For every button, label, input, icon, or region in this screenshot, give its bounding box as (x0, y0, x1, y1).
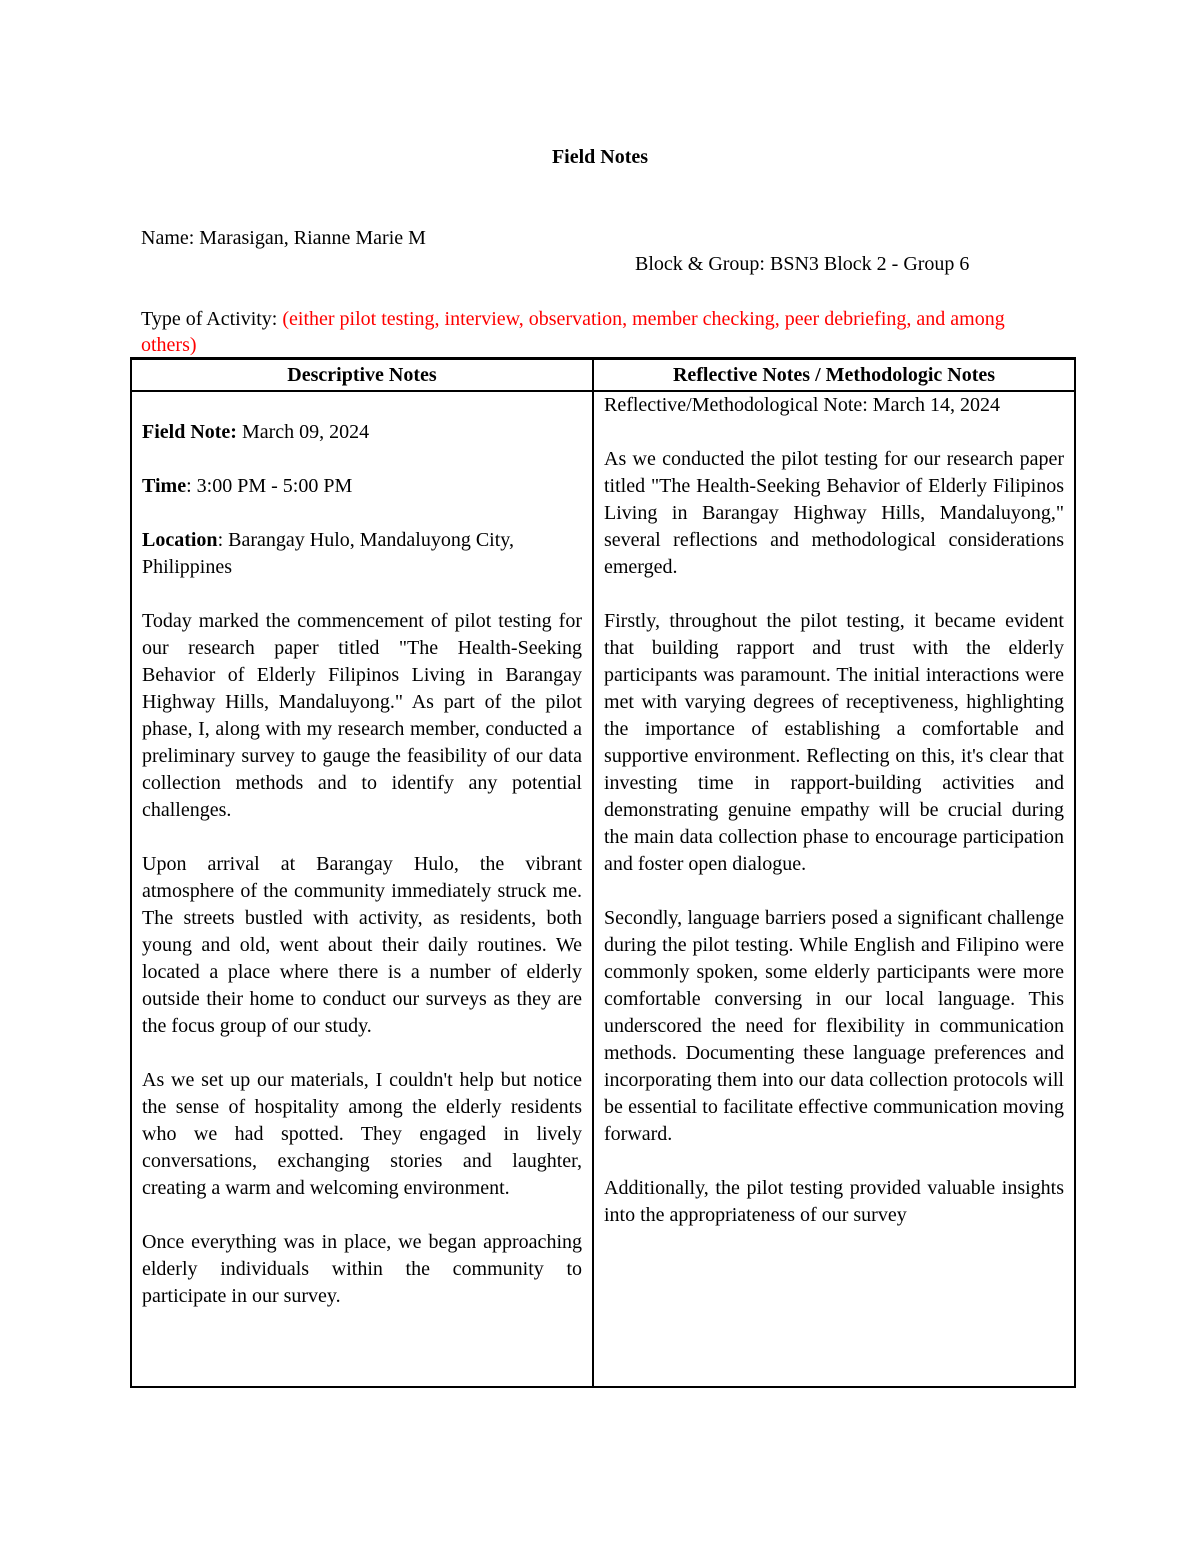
location-value: : Barangay Hulo, Mandaluyong City, Philippines (142, 529, 514, 578)
block-group: Block & Group: BSN3 Block 2 - Group 6 (635, 253, 970, 275)
reflective-paragraph: As we conducted the pilot testing for our research paper titled "The Health-Seeking Behavior of Elderly Filipinos Living in Barangay Highway Hills, Mandaluyong," several reflections and methodological considerations emerged. (604, 448, 1064, 578)
descriptive-notes-header: Descriptive Notes (131, 359, 593, 392)
reflective-paragraph: Firstly, throughout the pilot testing, it became evident that building rapport and trust with the elderly participants was paramount. The initial interactions were met with varying degrees of receptiveness, highlighting the importance of establishing a comfortable and supportive environment. Reflecting on this, it's clear that investing time in rapport-building activities and demonstrating genuine empathy will be crucial during the main data collection phase to encourage participation and foster open dialogue. (604, 610, 1064, 875)
descriptive-paragraph: Once everything was in place, we began approaching elderly individuals within the community to participate in our survey. (142, 1231, 582, 1307)
location-label: Location (142, 529, 218, 551)
field-note-value: March 09, 2024 (236, 421, 370, 443)
reflective-paragraph: Additionally, the pilot testing provided valuable insights into the appropriateness of our survey (604, 1177, 1064, 1226)
reflective-notes-header: Reflective Notes / Methodologic Notes (593, 359, 1075, 392)
reflective-notes-cell (593, 391, 1075, 1387)
descriptive-notes-cell (131, 391, 593, 1387)
descriptive-paragraph: As we set up our materials, I couldn't help but notice the sense of hospitality among the elderly residents who we had spotted. They engaged in lively conversations, exchanging stories and laughter, creating a warm and welcoming environment. (142, 1069, 582, 1199)
time-label: Time (142, 475, 187, 497)
field-note-date (142, 419, 582, 446)
time-value: : 3:00 PM - 5:00 PM (186, 475, 353, 497)
field-note-label: Field Note: (142, 421, 237, 443)
descriptive-paragraph: Upon arrival at Barangay Hulo, the vibrant atmosphere of the community immediately struck me. The streets bustled with activity, as residents, both young and old, went about their daily routines. We located a place where there is a number of elderly outside their home to conduct our surveys as they are the focus group of our study. (142, 853, 582, 1037)
reflective-heading: Reflective/Methodological Note: March 14, 2024 (604, 394, 1001, 416)
activity-type-options: (either pilot testing, interview, observation, member checking, peer debriefing, and among others) (141, 308, 1005, 356)
reflective-paragraph: Secondly, language barriers posed a significant challenge during the pilot testing. While English and Filipino were commonly spoken, some elderly participants were more comfortable conversing in our local language. This underscored the need for flexibility in communication methods. Documenting these language preferences and incorporating them into our data collection protocols will be essential to facilitate effective communication moving forward. (604, 907, 1064, 1145)
notes-table (130, 357, 1076, 1388)
student-name: Name: Marasigan, Rianne Marie M (141, 227, 426, 249)
field-note-location (142, 527, 582, 581)
page-title: Field Notes (551, 146, 649, 168)
activity-type-label: Type of Activity: (141, 308, 283, 330)
descriptive-paragraph: Today marked the commencement of pilot testing for our research paper titled "The Health-Seeking Behavior of Elderly Filipinos Living in Barangay Highway Hills, Mandaluyong." As part of the pilot phase, I, along with my research member, conducted a preliminary survey to gauge the feasibility of our data collection methods and to identify any potential challenges. (142, 610, 582, 821)
field-note-time (142, 473, 582, 500)
activity-type (141, 306, 1061, 358)
